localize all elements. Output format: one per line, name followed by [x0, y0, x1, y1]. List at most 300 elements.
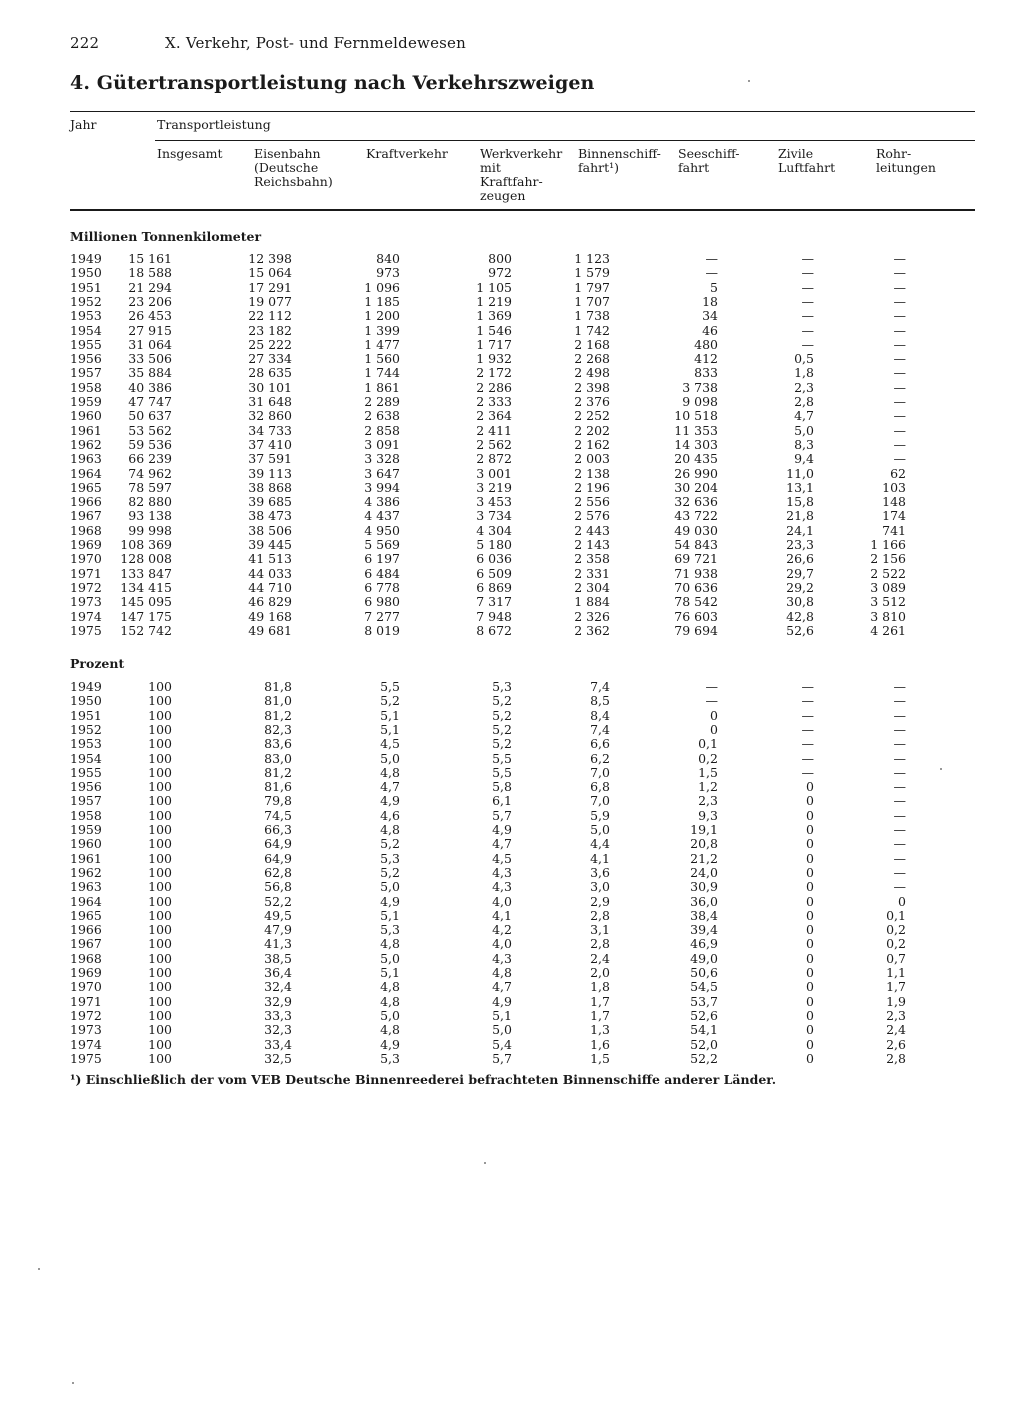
value-cell: 38 868 [248, 479, 292, 495]
value-cell: 2 289 [364, 394, 400, 409]
value-cell: 54 843 [674, 537, 718, 552]
value-cell: 0 [806, 793, 814, 809]
top-rule [70, 111, 975, 112]
value-cell: 1 399 [364, 322, 400, 338]
value-cell: 0 [806, 879, 814, 895]
value-cell: 42,8 [786, 608, 814, 624]
value-cell: 0 [806, 1050, 814, 1066]
value-cell: 100 [148, 965, 172, 980]
value-cell: 17 291 [248, 279, 292, 295]
value-cell: 56,8 [264, 879, 292, 895]
value-cell: 49 030 [674, 522, 718, 538]
value-cell: 100 [148, 693, 172, 709]
page-number: 222 [70, 34, 100, 52]
year-cell: 1956 [70, 351, 102, 367]
value-cell: 2 443 [574, 522, 610, 538]
value-cell: 2 556 [574, 494, 610, 510]
value-cell: — [893, 736, 906, 752]
header-transportleistung: Transportleistung [157, 117, 271, 132]
year-cell: 1953 [70, 308, 102, 324]
value-cell: 2 268 [574, 351, 610, 367]
value-cell: 66 239 [128, 451, 172, 467]
value-cell: 2 003 [574, 451, 610, 467]
value-cell: 5,3 [380, 922, 400, 938]
value-cell: 4,7 [380, 779, 400, 795]
year-cell: 1974 [70, 1036, 102, 1052]
value-cell: 28 635 [248, 365, 292, 381]
value-cell: 3 810 [870, 608, 906, 624]
section-prozent: Prozent [70, 656, 125, 671]
year-cell: 1953 [70, 736, 102, 752]
value-cell: 100 [148, 807, 172, 823]
table-row [0, 581, 1024, 595]
value-cell: 83,0 [264, 750, 292, 766]
value-cell: 2 156 [870, 551, 906, 567]
value-cell: 100 [148, 721, 172, 737]
section-tonnenkilometer: Millionen Tonnenkilometer [70, 229, 262, 244]
value-cell: 29,2 [786, 579, 814, 595]
value-cell: 4,2 [492, 922, 512, 938]
value-cell: — [893, 721, 906, 737]
value-cell: 38 473 [248, 508, 292, 524]
value-cell: 41 513 [248, 551, 292, 567]
value-cell: — [705, 251, 718, 266]
year-cell: 1973 [70, 1022, 102, 1038]
value-cell: 11 353 [674, 422, 718, 438]
year-cell: 1959 [70, 394, 102, 409]
header-bottom-rule [70, 209, 975, 211]
value-cell: 46,9 [690, 936, 718, 952]
table-row [0, 538, 1024, 552]
value-cell: 0,5 [794, 351, 814, 367]
value-cell: 1,8 [794, 365, 814, 381]
value-cell: 1,7 [590, 1007, 610, 1023]
value-cell: 27 334 [248, 351, 292, 367]
value-cell: 1,1 [886, 965, 906, 980]
year-cell: 1957 [70, 365, 102, 381]
value-cell: 1 707 [574, 293, 610, 309]
value-cell: 0 [806, 1036, 814, 1052]
value-cell: 47 747 [128, 394, 172, 409]
table-row [0, 324, 1024, 338]
value-cell: 5,2 [492, 707, 512, 723]
value-cell: 39 685 [248, 494, 292, 510]
year-cell: 1960 [70, 836, 102, 852]
value-cell: 24,0 [690, 864, 718, 880]
value-cell: 5,3 [380, 1050, 400, 1066]
value-cell: 6 036 [476, 551, 512, 567]
value-cell: 1 884 [574, 594, 610, 610]
value-cell: 5,8 [492, 779, 512, 795]
value-cell: 5,0 [380, 950, 400, 966]
value-cell: 39,4 [690, 922, 718, 938]
value-cell: — [801, 293, 814, 309]
year-cell: 1952 [70, 721, 102, 737]
column-header-line: Kraftverkehr [366, 146, 448, 161]
value-cell: 103 [882, 479, 906, 495]
value-cell: 78 597 [128, 479, 172, 495]
value-cell: 2 326 [574, 608, 610, 624]
group-rule [155, 140, 975, 141]
value-cell: — [801, 322, 814, 338]
value-cell: 49,5 [264, 907, 292, 923]
value-cell: 64,9 [264, 850, 292, 866]
column-header-line: mit [480, 160, 501, 175]
year-cell: 1955 [70, 764, 102, 780]
value-cell: 6 980 [364, 594, 400, 610]
table-row [0, 809, 1024, 823]
table-row [0, 295, 1024, 309]
value-cell: 3 647 [364, 465, 400, 481]
value-cell: 1,5 [590, 1050, 610, 1066]
value-cell: 1 546 [476, 322, 512, 338]
value-cell: 1,5 [698, 764, 718, 780]
value-cell: 46 829 [248, 594, 292, 610]
value-cell: 1,7 [886, 979, 906, 995]
value-cell: 5,1 [492, 1007, 512, 1023]
value-cell: 44 710 [248, 579, 292, 595]
value-cell: 100 [148, 864, 172, 880]
value-cell: 100 [148, 1036, 172, 1052]
value-cell: 0 [806, 922, 814, 938]
value-cell: — [705, 265, 718, 281]
value-cell: 49 168 [248, 608, 292, 624]
value-cell: 6 778 [364, 579, 400, 595]
scan-speck [38, 1268, 40, 1270]
value-cell: 1,7 [590, 993, 610, 1009]
value-cell: 81,2 [264, 707, 292, 723]
value-cell: 1 932 [476, 351, 512, 367]
value-cell: 5,0 [380, 879, 400, 895]
table-row [0, 524, 1024, 538]
value-cell: 1 185 [364, 293, 400, 309]
value-cell: 0,2 [886, 922, 906, 938]
value-cell: 4,4 [590, 836, 610, 852]
value-cell: 5,4 [492, 1036, 512, 1052]
value-cell: 4,5 [492, 850, 512, 866]
table-row [0, 694, 1024, 708]
value-cell: 1,3 [590, 1022, 610, 1038]
value-cell: 1 717 [476, 336, 512, 352]
value-cell: — [893, 308, 906, 324]
value-cell: 40 386 [128, 379, 172, 395]
table-row [0, 680, 1024, 694]
value-cell: 81,6 [264, 779, 292, 795]
table-row [0, 552, 1024, 566]
value-cell: 15,8 [786, 494, 814, 510]
value-cell: 0 [806, 822, 814, 837]
value-cell: 19,1 [690, 822, 718, 837]
value-cell: 52,2 [690, 1050, 718, 1066]
value-cell: 1 744 [364, 365, 400, 381]
value-cell: 32,4 [264, 979, 292, 995]
value-cell: 4,0 [492, 893, 512, 909]
value-cell: 1 477 [364, 336, 400, 352]
value-cell: 0 [806, 807, 814, 823]
table-row [0, 766, 1024, 780]
value-cell: 38,4 [690, 907, 718, 923]
value-cell: 22 112 [248, 308, 292, 324]
chapter-title: X. Verkehr, Post- und Fernmeldewesen [165, 34, 466, 52]
value-cell: 2 304 [574, 579, 610, 595]
value-cell: 1,2 [698, 779, 718, 795]
year-cell: 1975 [70, 1050, 102, 1066]
value-cell: — [893, 836, 906, 852]
value-cell: 0 [806, 893, 814, 909]
value-cell: 32,9 [264, 993, 292, 1009]
table-row [0, 709, 1024, 723]
value-cell: 5 [710, 279, 718, 295]
scan-speck [72, 1382, 74, 1384]
value-cell: 0,7 [886, 950, 906, 966]
value-cell: 18 [702, 293, 718, 309]
value-cell: 7,0 [590, 764, 610, 780]
value-cell: 145 095 [120, 594, 172, 610]
footnote: ¹) Einschließlich der vom VEB Deutsche Binnenreederei befrachteten Binnenschiffe anderer Länder. [70, 1072, 777, 1087]
value-cell: 6,1 [492, 793, 512, 809]
value-cell: 0 [806, 1007, 814, 1023]
value-cell: 4,9 [492, 822, 512, 837]
value-cell: 52,6 [690, 1007, 718, 1023]
value-cell: 11,0 [786, 465, 814, 481]
value-cell: 50 637 [128, 408, 172, 424]
value-cell: — [893, 394, 906, 409]
value-cell: 27 915 [128, 322, 172, 338]
value-cell: 31 064 [128, 336, 172, 352]
table-row [0, 624, 1024, 638]
value-cell: 0 [806, 936, 814, 952]
table-row [0, 266, 1024, 280]
value-cell: 833 [694, 365, 718, 381]
column-header-line: Eisenbahn [254, 146, 321, 161]
year-cell: 1973 [70, 594, 102, 610]
value-cell: 3 328 [364, 451, 400, 467]
value-cell: — [801, 764, 814, 780]
table-row [0, 1023, 1024, 1037]
value-cell: 37 410 [248, 436, 292, 452]
value-cell: 44 033 [248, 565, 292, 581]
value-cell: 30 101 [248, 379, 292, 395]
value-cell: 3 091 [364, 436, 400, 452]
value-cell: — [801, 736, 814, 752]
value-cell: — [893, 408, 906, 424]
value-cell: 4,7 [794, 408, 814, 424]
table-row [0, 866, 1024, 880]
value-cell: 0 [806, 779, 814, 795]
value-cell: 54,1 [690, 1022, 718, 1038]
value-cell: 2,8 [590, 907, 610, 923]
value-cell: 2 202 [574, 422, 610, 438]
value-cell: 69 721 [674, 551, 718, 567]
value-cell: 23 206 [128, 293, 172, 309]
value-cell: 5,3 [492, 679, 512, 694]
value-cell: 2,6 [886, 1036, 906, 1052]
year-cell: 1971 [70, 993, 102, 1009]
value-cell: 33,4 [264, 1036, 292, 1052]
value-cell: 840 [376, 251, 400, 266]
value-cell: 3 738 [682, 379, 718, 395]
value-cell: 33 506 [128, 351, 172, 367]
value-cell: 1,9 [886, 993, 906, 1009]
year-cell: 1961 [70, 422, 102, 438]
value-cell: 59 536 [128, 436, 172, 452]
value-cell: 32,3 [264, 1022, 292, 1038]
value-cell: — [893, 422, 906, 438]
value-cell: 133 847 [120, 565, 172, 581]
value-cell: 21 294 [128, 279, 172, 295]
value-cell: 52,2 [264, 893, 292, 909]
value-cell: 3 089 [870, 579, 906, 595]
table-title: 4. Gütertransportleistung nach Verkehrszweigen [70, 72, 595, 94]
value-cell: 5,0 [492, 1022, 512, 1038]
value-cell: 82,3 [264, 721, 292, 737]
value-cell: 9 098 [682, 394, 718, 409]
value-cell: — [893, 451, 906, 467]
value-cell: 82 880 [128, 494, 172, 510]
value-cell: 100 [148, 979, 172, 995]
value-cell: 100 [148, 707, 172, 723]
year-cell: 1954 [70, 322, 102, 338]
value-cell: 7,4 [590, 679, 610, 694]
value-cell: 4,8 [380, 979, 400, 995]
value-cell: 0 [806, 836, 814, 852]
value-cell: 1,6 [590, 1036, 610, 1052]
value-cell: 100 [148, 950, 172, 966]
value-cell: 108 369 [120, 537, 172, 552]
running-head [70, 34, 466, 52]
year-cell: 1954 [70, 750, 102, 766]
value-cell: 26 990 [674, 465, 718, 481]
value-cell: 5,2 [492, 693, 512, 709]
value-cell: 147 175 [120, 608, 172, 624]
value-cell: 5,1 [380, 907, 400, 923]
table-row [0, 338, 1024, 352]
value-cell: 0 [898, 893, 906, 909]
value-cell: 100 [148, 750, 172, 766]
value-cell: — [893, 793, 906, 809]
value-cell: 2 638 [364, 408, 400, 424]
value-cell: 32 636 [674, 494, 718, 510]
value-cell: 1 105 [476, 279, 512, 295]
value-cell: 5,0 [380, 750, 400, 766]
value-cell: 30 204 [674, 479, 718, 495]
value-cell: — [801, 693, 814, 709]
value-cell: 2,3 [698, 793, 718, 809]
value-cell: 46 [702, 322, 718, 338]
value-cell: 1 738 [574, 308, 610, 324]
value-cell: 21,2 [690, 850, 718, 866]
year-cell: 1970 [70, 551, 102, 567]
year-cell: 1957 [70, 793, 102, 809]
value-cell: 20,8 [690, 836, 718, 852]
value-cell: 0,2 [886, 936, 906, 952]
column-header-line: Binnenschiff- [578, 146, 661, 161]
value-cell: 100 [148, 793, 172, 809]
value-cell: 5,7 [492, 807, 512, 823]
value-cell: 2,4 [886, 1022, 906, 1038]
value-cell: 2 333 [476, 394, 512, 409]
year-cell: 1950 [70, 265, 102, 281]
value-cell: 2,3 [886, 1007, 906, 1023]
year-cell: 1968 [70, 950, 102, 966]
value-cell: 32,5 [264, 1050, 292, 1066]
table-row [0, 952, 1024, 966]
value-cell: — [893, 822, 906, 837]
value-cell: 4,7 [492, 979, 512, 995]
value-cell: 21,8 [786, 508, 814, 524]
value-cell: 71 938 [674, 565, 718, 581]
value-cell: 5,5 [380, 679, 400, 694]
value-cell: 3 994 [364, 479, 400, 495]
year-cell: 1965 [70, 479, 102, 495]
value-cell: 38 506 [248, 522, 292, 538]
value-cell: 2,4 [590, 950, 610, 966]
value-cell: 2 196 [574, 479, 610, 495]
value-cell: 2,8 [794, 394, 814, 409]
value-cell: 49 681 [248, 622, 292, 638]
value-cell: 2 376 [574, 394, 610, 409]
value-cell: 2 331 [574, 565, 610, 581]
year-cell: 1967 [70, 936, 102, 952]
value-cell: 5,0 [380, 1007, 400, 1023]
value-cell: 1 166 [870, 537, 906, 552]
value-cell: 7,4 [590, 721, 610, 737]
value-cell: 0 [806, 907, 814, 923]
value-cell: 0,2 [698, 750, 718, 766]
value-cell: 5,5 [492, 750, 512, 766]
value-cell: 6 484 [364, 565, 400, 581]
value-cell: 39 445 [248, 537, 292, 552]
table-row [0, 995, 1024, 1009]
value-cell: 1 861 [364, 379, 400, 395]
value-cell: 5,1 [380, 965, 400, 980]
value-cell: 1 742 [574, 322, 610, 338]
value-cell: 19 077 [248, 293, 292, 309]
value-cell: 4,8 [380, 764, 400, 780]
value-cell: — [801, 336, 814, 352]
year-cell: 1966 [70, 494, 102, 510]
value-cell: 41,3 [264, 936, 292, 952]
value-cell: 76 603 [674, 608, 718, 624]
column-header-line: fahrt¹) [578, 160, 620, 175]
value-cell: 100 [148, 736, 172, 752]
table-row [0, 723, 1024, 737]
table-row [0, 966, 1024, 980]
value-cell: 4,9 [380, 793, 400, 809]
value-cell: 93 138 [128, 508, 172, 524]
value-cell: 800 [488, 251, 512, 266]
value-cell: 5 569 [364, 537, 400, 552]
year-cell: 1972 [70, 579, 102, 595]
value-cell: — [893, 351, 906, 367]
value-cell: 0 [806, 850, 814, 866]
value-cell: 4,8 [492, 965, 512, 980]
value-cell: — [893, 807, 906, 823]
value-cell: 38,5 [264, 950, 292, 966]
year-cell: 1968 [70, 522, 102, 538]
value-cell: 741 [882, 522, 906, 538]
year-cell: 1955 [70, 336, 102, 352]
column-header-line: Insgesamt [157, 146, 223, 161]
value-cell: 100 [148, 936, 172, 952]
value-cell: 7,0 [590, 793, 610, 809]
value-cell: 1 560 [364, 351, 400, 367]
value-cell: 15 161 [128, 251, 172, 266]
value-cell: 4 437 [364, 508, 400, 524]
column-header-line: zeugen [480, 188, 526, 203]
value-cell: 412 [694, 351, 718, 367]
table-row [0, 780, 1024, 794]
